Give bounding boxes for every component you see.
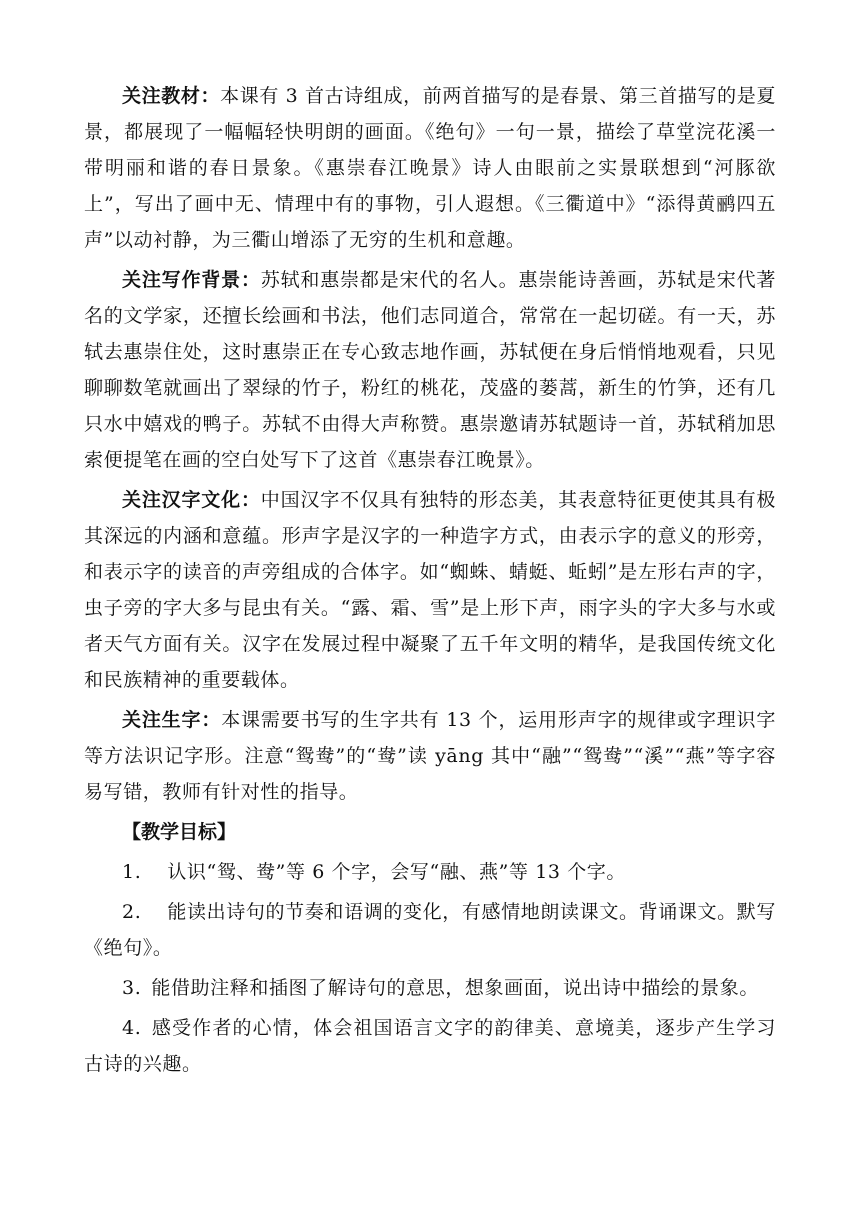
- document-page: [84, 78, 776, 1086]
- paragraph-new-characters: [84, 702, 776, 810]
- paragraph-text: 本课需要书写的生字共有 13 个，运用形声字的规律或字理识字等方法识记字形。注意“鸳鸯”的“鸯”读 yāng 其中“融”“鸳鸯”“溪”“燕”等字容易写错，教师有针对性的指导。: [84, 709, 776, 803]
- paragraph-text: 中国汉字不仅具有独特的形态美，其表意特征更使其具有极其深远的内涵和意蕴。形声字是汉字的一种造字方式，由表示字的意义的形旁，和表示字的读音的声旁组成的合体字。如“蜘蛛、蜻蜓、蚯蚓”是左形右声的字，虫子旁的字大多与昆虫有关。“露、霜、雪”是上形下声，雨字头的字大多与水或者天气方面有关。汉字在发展过程中凝聚了五千年文明的精华，是我国传统文化和民族精神的重要载体。: [84, 489, 776, 691]
- goal-text: 能借助注释和插图了解诗句的意思，想象画面，说出诗中描绘的景象。: [151, 977, 759, 999]
- paragraph-textbook: [84, 78, 776, 258]
- goal-number: 1.: [122, 861, 142, 883]
- goal-number: 3.: [122, 977, 142, 999]
- paragraph-label: 关注写作背景：: [122, 269, 261, 291]
- goal-text: 认识“鸳、鸯”等 6 个字，会写“融、燕”等 13 个字。: [167, 861, 627, 883]
- goal-number: 2.: [122, 901, 142, 923]
- goal-number: 4.: [122, 1017, 142, 1039]
- goal-text: 能读出诗句的节奏和语调的变化，有感情地朗读课文。背诵课文。默写《绝句》。: [84, 901, 776, 959]
- paragraph-label: 关注生字：: [122, 709, 222, 731]
- goal-item: [84, 854, 776, 890]
- paragraph-culture: [84, 482, 776, 698]
- paragraph-label: 关注汉字文化：: [122, 489, 261, 511]
- goal-item: [84, 970, 776, 1006]
- goal-item: [84, 894, 776, 966]
- paragraph-background: [84, 262, 776, 478]
- goals-heading: 【教学目标】: [122, 821, 237, 843]
- paragraph-label: 关注教材：: [122, 85, 221, 107]
- paragraph-text: 苏轼和惠崇都是宋代的名人。惠崇能诗善画，苏轼是宋代著名的文学家，还擅长绘画和书法，他们志同道合，常常在一起切磋。有一天，苏轼去惠崇住处，这时惠崇正在专心致志地作画，苏轼便在身后悄悄地观看，只见聊聊数笔就画出了翠绿的竹子，粉红的桃花，茂盛的蒌蒿，新生的竹笋，还有几只水中嬉戏的鸭子。苏轼不由得大声称赞。惠崇邀请苏轼题诗一首，苏轼稍加思索便提笔在画的空白处写下了这首《惠崇春江晚景》。: [84, 269, 776, 471]
- paragraph-text: 本课有 3 首古诗组成，前两首描写的是春景、第三首描写的是夏景，都展现了一幅幅轻快明朗的画面。《绝句》一句一景，描绘了草堂浣花溪一带明丽和谐的春日景象。《惠崇春江晚景》诗人由眼前之实景联想到“河豚欲上”，写出了画中无、情理中有的事物，引人遐想。《三衢道中》“添得黄鹂四五声”以动衬静，为三衢山增添了无穷的生机和意趣。: [84, 85, 776, 251]
- goal-text: 感受作者的心情，体会祖国语言文字的韵律美、意境美，逐步产生学习古诗的兴趣。: [84, 1017, 776, 1075]
- goal-item: [84, 1010, 776, 1082]
